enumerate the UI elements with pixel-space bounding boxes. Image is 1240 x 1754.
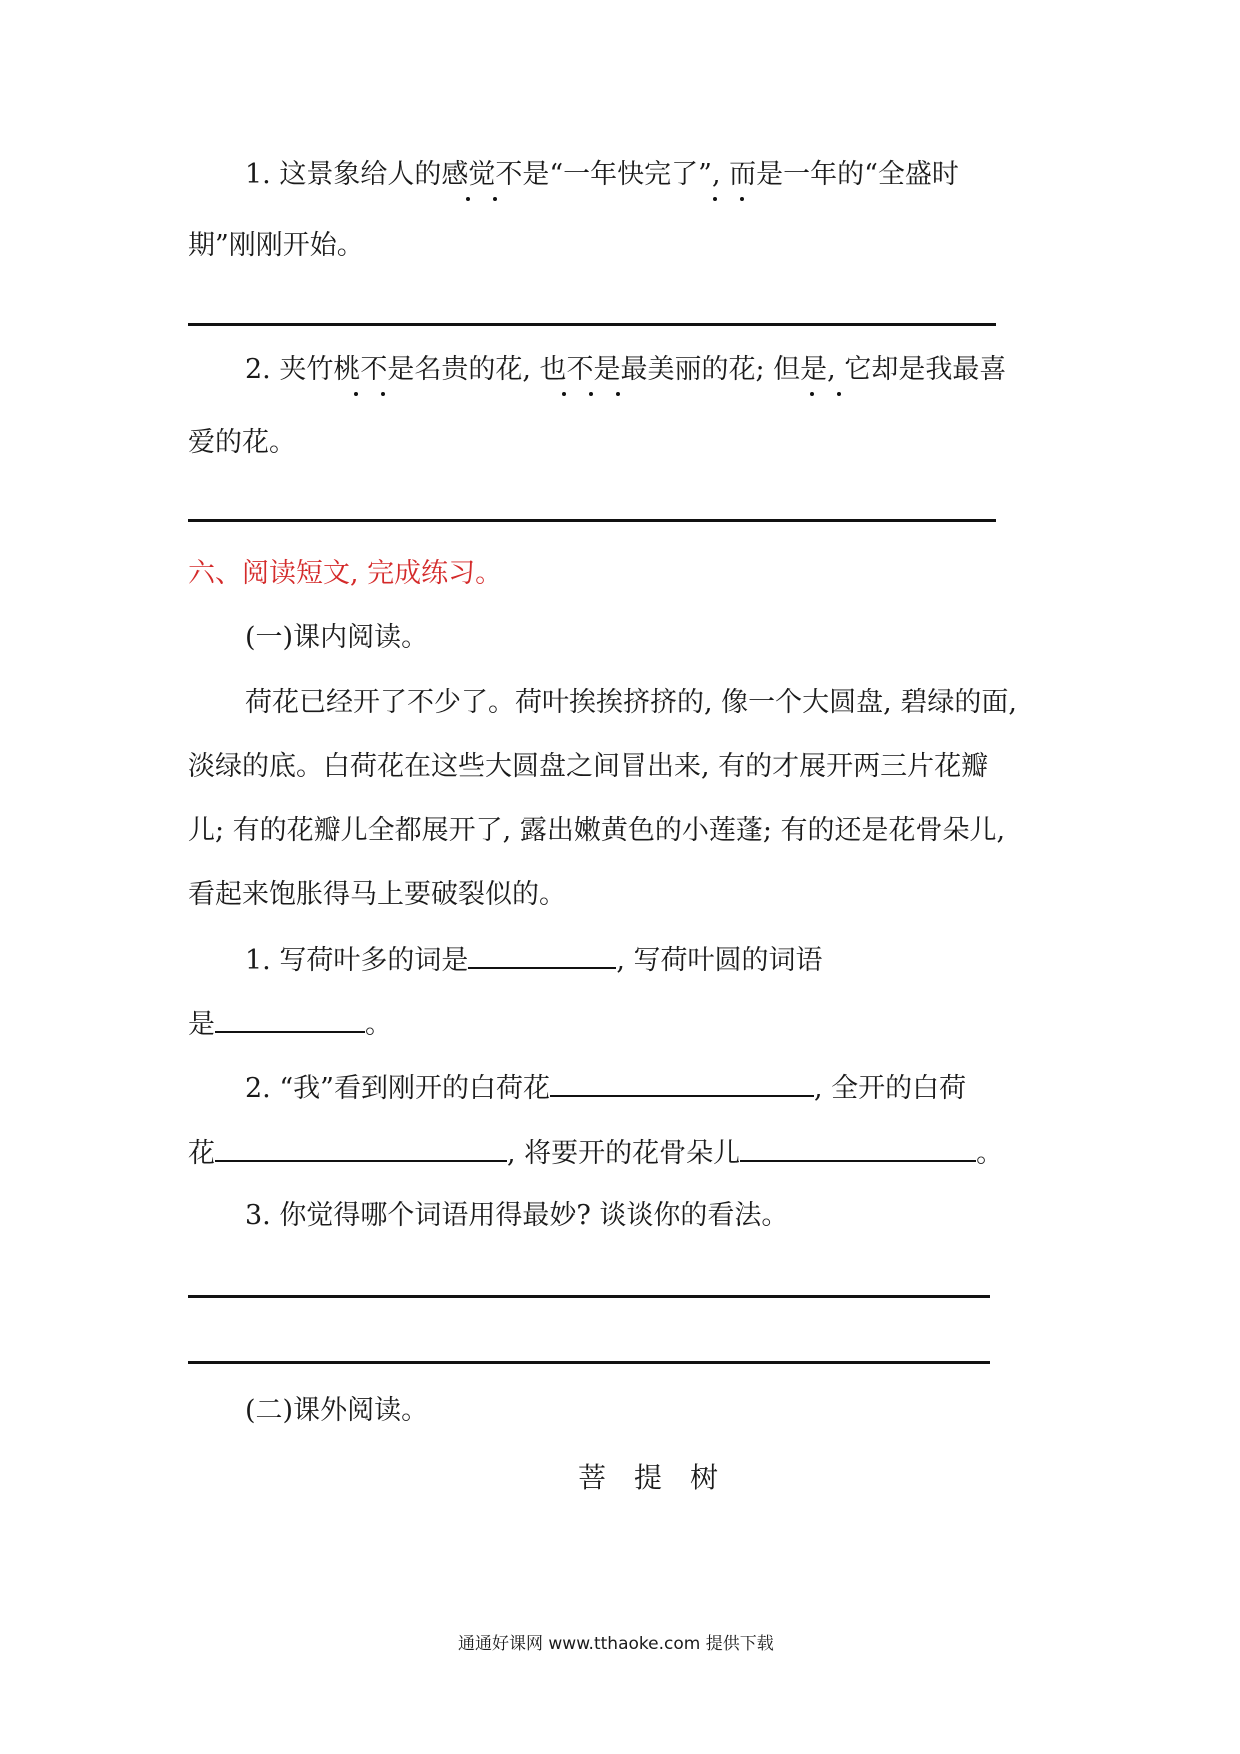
emphasis-dot [616, 392, 620, 396]
answer-line[interactable] [188, 519, 996, 522]
fill-blank[interactable] [468, 941, 616, 969]
passage-line: 儿; 有的花瓣儿全都展开了, 露出嫩黄色的小莲蓬; 有的还是花骨朵儿, [188, 815, 1006, 846]
passage-line: 荷花已经开了不少了。荷叶挨挨挤挤的, 像一个大圆盘, 碧绿的面, [245, 687, 1017, 718]
q1-line2: 期”刚刚开始。 [188, 230, 364, 261]
q2-line1: 2. 夹竹桃不是名贵的花, 也不是最美丽的花; 但是, 它却是我最喜 [245, 354, 1007, 385]
exercise-3: 3. 你觉得哪个词语用得最妙? 谈谈你的看法。 [245, 1200, 789, 1231]
emphasis-dot [354, 392, 358, 396]
exercise-1-cont: 是 。 [188, 1005, 392, 1043]
part-two-label: (二)课外阅读。 [245, 1395, 429, 1426]
emphasis-dot [837, 392, 841, 396]
answer-line[interactable] [188, 1295, 990, 1298]
emphasis-dot [493, 197, 497, 201]
fill-blank[interactable] [215, 1005, 365, 1033]
emphasis-dot [810, 392, 814, 396]
emphasis-dot [562, 392, 566, 396]
passage-line: 看起来饱胀得马上要破裂似的。 [188, 879, 566, 910]
exercise-1: 1. 写荷叶多的词是 , 写荷叶圆的词语 [245, 941, 823, 979]
section-heading: 六、阅读短文, 完成练习。 [188, 558, 503, 589]
fill-blank[interactable] [740, 1134, 976, 1162]
exercise-2: 2. “我”看到刚开的白荷花 , 全开的白荷 [245, 1069, 966, 1107]
footer-text: 通通好课网 www.tthaoke.com 提供下载 [458, 1634, 774, 1654]
fill-blank[interactable] [215, 1134, 507, 1162]
q2-line2: 爱的花。 [188, 427, 296, 458]
passage-line: 淡绿的底。白荷花在这些大圆盘之间冒出来, 有的才展开两三片花瓣 [188, 751, 989, 782]
part-one-label: (一)课内阅读。 [245, 622, 429, 653]
emphasis-dot [589, 392, 593, 396]
emphasis-dot [466, 197, 470, 201]
emphasis-dot [713, 197, 717, 201]
emphasis-dot [381, 392, 385, 396]
emphasis-dot [740, 197, 744, 201]
answer-line[interactable] [188, 1361, 990, 1364]
fill-blank[interactable] [550, 1069, 814, 1097]
q1-line1: 1. 这景象给人的感觉不是“一年快完了”, 而是一年的“全盛时 [245, 159, 959, 190]
answer-line[interactable] [188, 323, 996, 326]
story-title: 菩 提 树 [578, 1461, 719, 1494]
exercise-2-cont: 花 , 将要开的花骨朵儿 。 [188, 1134, 1003, 1172]
